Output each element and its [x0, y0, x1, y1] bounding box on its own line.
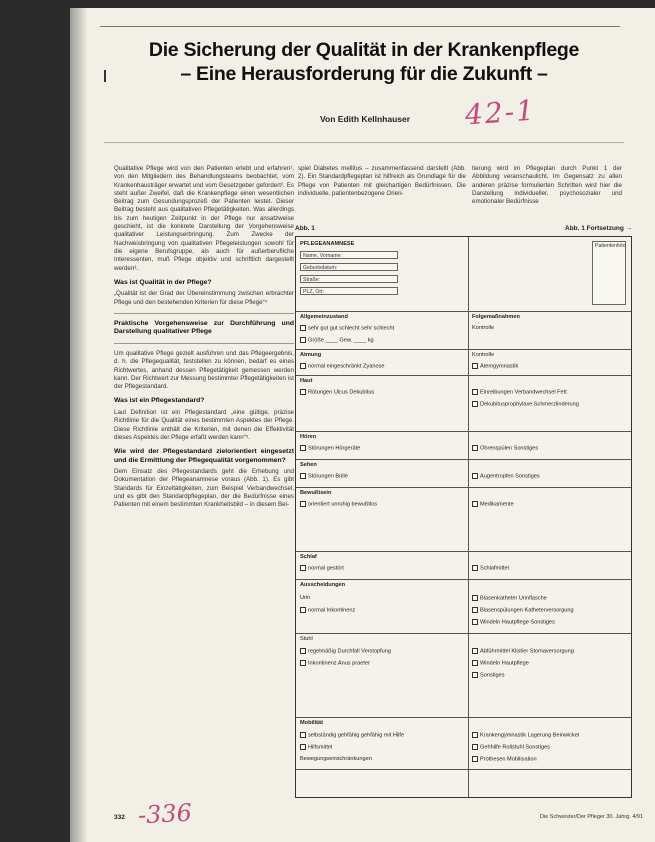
form-row-line — [296, 459, 631, 460]
figure-label: Abb. 1 — [295, 225, 315, 232]
paragraph: Um qualitative Pflege gezielt ausführen und das Pflegeergebnis, d. h. die Pflegequalität, feststellen zu können, bedarf es eines Richtwertes, anhand dessen Pflegetätigkeit gemessen werden kann. Der Richtwert zur Messung bestimmter Pflegetätigkeiten ist der Pflegestandard. — [114, 349, 294, 391]
urine-follow-up-2: Blasenspülungen Katheterversorgung — [472, 607, 574, 614]
form-row-line — [296, 487, 631, 488]
form-row-line — [296, 311, 631, 312]
skin-label: Haut — [300, 378, 313, 384]
title-line-1: Die Sicherung der Qualität in der Krankenpflege — [148, 39, 580, 61]
paragraph: spiel Diabetes mellitus – zusammenfassend darstellt (Abb. 2). Ein Standardpflegeplan ist hilfreich als Grundlage für die Pflege von Patienten mit gleichartigen Bedürfnissen. Die individuelle, patientenbezogene Orien- — [298, 165, 466, 197]
skin-follow-up-2: Dekubitusprophylaxe Schmerzlinderung — [472, 401, 579, 408]
text-column-2 — [298, 165, 466, 203]
mobility-label: Mobilität — [300, 720, 323, 726]
movement-restrictions-label: Bewegungseinschränkungen — [300, 756, 372, 762]
title-line-2: – Eine Herausforderung für die Zukunft – — [180, 63, 548, 85]
text-column-1 — [114, 165, 294, 515]
binding-shadow — [70, 8, 88, 842]
mobility-follow-up-3: Prothesen Mobilisation — [472, 756, 537, 763]
divider — [114, 343, 294, 344]
paragraph: Qualitative Pflege wird von den Patienten erlebt und erfahren¹, von den Mitgliedern des Behandlungsteams beobachtet, vom Krankenhausträger erwartet und vom Gesetzgeber gefordert². Es steht außer Zweifel, daß die Krankenpflege einen wesentlichen Beitrag zum Gesundungsprozeß der Patienten leistet. Dieser Beitrag besteht aus qualitativen Pflegetätigkeiten. Was allerdings bis zum heutigen Zeitpunkt in der Pflege nur ansatzweise geschieht, ist die konkrete Darstellung der Vorgehensweise qualitativer Leistungserbringung. Zum Zwecke der Nachweisbringung von qualitativen Pflegeleistungen sowohl für die eigene Berufsgruppe, als auch für außerberufliche Interessenten, muß Pflege objektiv und schriftlich dargestellt werden³. — [114, 165, 294, 272]
general-condition-label: Allgemeinzustand — [300, 314, 348, 320]
skin-follow-up-1: Einreibungen Verbandwechsel Fett — [472, 389, 567, 396]
form-row-line — [296, 633, 631, 634]
urine-options: normal Inkontinenz — [300, 607, 355, 614]
paragraph: tierung wird im Pflegeplan durch Punkt 1 der Abbildung veranschaulicht. Im Gegensatz zu allen anderen präzise formulierten Schritten wird hier die Darstellung individueller, psychosozialer und emotionaler Bedürfnisse — [472, 165, 622, 206]
sleep-options: normal gestört — [300, 565, 344, 572]
form-row-line — [296, 579, 631, 580]
urine-follow-up-3: Windeln Hautpflege Sonstiges — [472, 619, 555, 626]
breathing-follow-up: Atemgymnastik — [472, 363, 518, 370]
margin-mark — [104, 70, 106, 82]
vision-follow-up: Augentropfen Sonstiges — [472, 473, 540, 480]
vision-options: Störungen Brille — [300, 473, 348, 480]
sleep-follow-up: Schlafmittel — [472, 565, 509, 572]
subheading: Praktische Vorgehensweise zur Durchführung und Darstellung qualitativer Pflege — [114, 319, 294, 336]
street-field: Straße: — [300, 275, 398, 283]
height-weight-line: Größe ____ Gew. ____ kg — [300, 337, 374, 344]
stool-follow-up-2: Windeln Hautpflege — [472, 660, 529, 667]
stool-label: Stuhl — [300, 636, 313, 642]
birthdate-field: Geburtsdatum: — [300, 263, 398, 271]
handwritten-page-mark: -336 — [137, 798, 193, 830]
figure-label-continued: Abb. 1 Fortsetzung → — [565, 225, 633, 232]
subheading: Was ist Qualität in der Pflege? — [114, 278, 212, 286]
vision-label: Sehen — [300, 462, 317, 468]
mobility-follow-up-1: Krankengymnastik Lagerung Beinwickel — [472, 732, 579, 739]
control-label-2: Kontrolle — [472, 352, 495, 358]
page-number: 332 — [114, 814, 125, 821]
mobility-options: selbständig gehfähig gehfähig mit Hilfe — [300, 732, 404, 739]
paragraph: Dem Einsatz des Pflegestandards geht die Erhebung und Dokumentation der Pflegeanamnese voraus (Abb. 1). Es gibt Standards für Einzeltätigkeiten, zum Beispiel Verbandwechsel, und es gibt den Standardpflegeplan, der die Bedürfnisse eines Patienten mit einem bestimmten Krankheitsbild – in diesem Bei- — [114, 468, 294, 509]
skin-options: Rötungen Ulcus Dekubitus — [300, 389, 374, 396]
consciousness-follow-up: Medikamente — [472, 501, 514, 508]
consciousness-options: orientiert unruhig bewußtlos — [300, 501, 377, 508]
sleep-label: Schlaf — [300, 554, 317, 560]
form-column-divider — [468, 237, 469, 797]
urine-label: Urin — [300, 595, 311, 601]
paragraph: „Qualität ist der Grad der Übereinstimmung zwischen erbrachter Pflege und den bestehenden Kriterien für diese Pflege“⁴ — [114, 290, 294, 306]
top-rule — [100, 26, 620, 27]
hearing-options: Störungen Hörgeräte — [300, 445, 360, 452]
form-section-title: PFLEGEANAMNESE — [300, 241, 355, 247]
stool-options-2: Inkontinenz Anus praeter — [300, 660, 370, 667]
form-row-line — [296, 431, 631, 432]
form-row-line — [296, 375, 631, 376]
excretion-label: Ausscheidungen — [300, 582, 346, 588]
paragraph: Laut Definition ist ein Pflegestandard „eine gültige, präzise Richtlinie für die Qualität eines bestimmten Aspektes der Pflege. Diese Richtlinie enthält die Kriterien, mit denen die Effektivität dieses Aspektes der Pflege erfaßt werden kann“⁵. — [114, 408, 294, 441]
patient-photo-box: Patientenfoto — [592, 241, 626, 305]
hearing-label: Hören — [300, 434, 317, 440]
city-field: PLZ, Ort: — [300, 287, 398, 295]
article-title — [104, 38, 624, 86]
header-separator — [104, 142, 624, 143]
subheading: Was ist ein Pflegestandard? — [114, 397, 205, 405]
form-row-line — [296, 551, 631, 552]
follow-up-label: Folgemaßnahmen — [472, 314, 520, 320]
form-row-line — [296, 349, 631, 350]
form-row-line — [296, 769, 631, 770]
breathing-label: Atmung — [300, 352, 322, 358]
mobility-options-2: Hilfsmittel — [300, 744, 332, 751]
name-field: Name, Vorname: — [300, 251, 398, 259]
stool-options: regelmäßig Durchfall Verstopfung — [300, 648, 391, 655]
urine-follow-up-1: Blasenkatheter Urinflasche — [472, 595, 547, 602]
text-column-3 — [472, 165, 622, 211]
form-row-line — [296, 717, 631, 718]
breathing-options: normal eingeschränkt Zyanose — [300, 363, 385, 370]
handwritten-number: 42-1 — [463, 93, 537, 132]
consciousness-label: Bewußtsein — [300, 490, 332, 496]
subheading: Wie wird der Pflegestandard zielorientiert eingesetzt und die Ermittlung der Pflegequalität vorgenommen? — [114, 448, 294, 464]
journal-footer: Die Schwester/Der Pfleger 30. Jahrg. 4/91 — [540, 814, 644, 820]
hearing-follow-up: Ohrenspülen Sonstiges — [472, 445, 538, 452]
nursing-anamnesis-form — [295, 236, 632, 798]
general-condition-options: sehr gut gut schlecht sehr schlecht — [300, 325, 394, 332]
divider — [114, 313, 294, 314]
stool-follow-up-1: Abführmittel Klistier Stomaversorgung — [472, 648, 574, 655]
mobility-follow-up-2: Gehhilfe Rollstuhl Sonstiges — [472, 744, 550, 751]
scanned-page — [70, 8, 655, 842]
author-line: Von Edith Kellnhauser — [320, 114, 411, 124]
control-label: Kontrolle — [472, 325, 495, 331]
stool-follow-up-3: Sonstiges — [472, 672, 505, 679]
